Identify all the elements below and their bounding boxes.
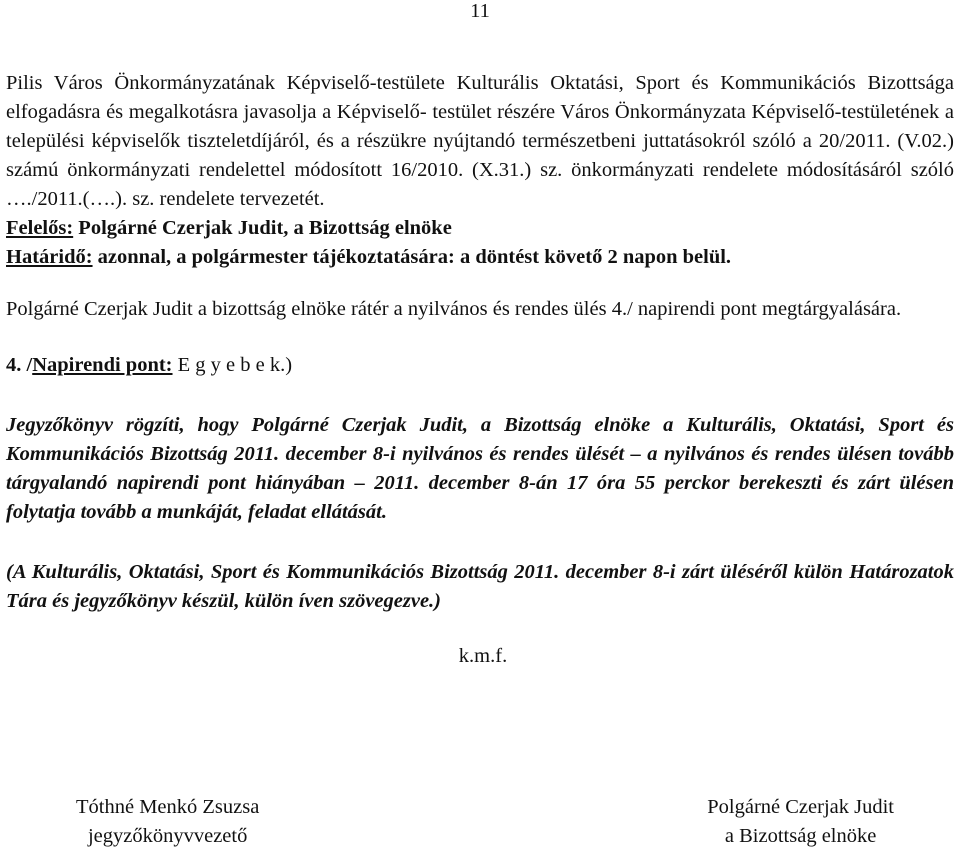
spacer [6,324,954,351]
deadline-label: Határidő: [6,246,93,268]
spacer [6,272,954,295]
agenda-item-title: E g y e b e k. [177,354,286,376]
spacer [6,527,954,558]
responsible-line [6,214,954,243]
closed-session-note: (A Kulturális, Oktatási, Sport és Kommunikációs Bizottság 2011. december 8-i zárt üléséről külön Határozatok Tára és jegyzőkönyv készül, külön íven szövegezve.) [6,561,954,612]
signature-right-role: a Bizottság elnöke [724,825,877,847]
responsible-label: Felelős: [6,217,74,239]
minutes-note: Jegyzőkönyv rögzíti, hogy Polgárné Czerjak Judit, a Bizottság elnöke a Kulturális, Oktatási, Sport és Kommunikációs Bizottság 2011. december 8-i nyilvános és rendes ülését – a nyilvános és rendes ülésen tovább tárgyalandó napirendi pont hiányában – 2011. december 8-án 17 óra 55 perckor berekeszti és zárt ülésen folytatja tovább a munkáját, feladat ellátását. [6,414,954,523]
document-body [6,69,954,671]
resolution-text: Pilis Város Önkormányzatának Képviselő-testülete Kulturális Oktatási, Sport és Kommunikációs Bizottsága elfogadásra és megalkotásra javasolja a Képviselő- testület részére Város Önkormányzata Képviselő-testületének a települési képviselők tiszteletdíjáról, és a részükre nyújtandó természetbeni juttatásokról szóló a 20/2011. (V.02.) számú önkormányzati rendelettel módosított 16/2010. (X.31.) sz. önkormányzati rendelete módosításáról szóló …./2011.(….). sz. rendelete tervezetét. [6,72,954,210]
signature-left-name: Tóthné Menkó Zsuzsa [76,796,260,818]
signature-right [707,793,894,851]
signature-left [76,793,259,851]
spacer [6,616,954,642]
agenda-item-close: ) [285,354,293,376]
signature-right-name: Polgárné Czerjak Judit [707,796,894,818]
agenda-item-heading [6,351,954,380]
signature-block [6,793,954,851]
deadline-line [6,243,954,272]
agenda-item-number: 4. / [6,354,33,376]
signature-left-role: jegyzőkönyvvezető [87,825,248,847]
deadline-value: azonnal, a polgármester tájékoztatására: a döntést követő 2 napon belül. [97,246,732,268]
kmf-mark: k.m.f. [458,645,508,667]
page-number: 11 [470,0,490,22]
agenda-intro: Polgárné Czerjak Judit a bizottság elnöke rátér a nyilvános és rendes ülés 4./ napirendi pont megtárgyalására. [6,298,902,320]
agenda-item-label: Napirendi pont: [32,354,173,376]
spacer [6,380,954,411]
responsible-value: Polgárné Czerjak Judit, a Bizottság elnöke [78,217,452,239]
